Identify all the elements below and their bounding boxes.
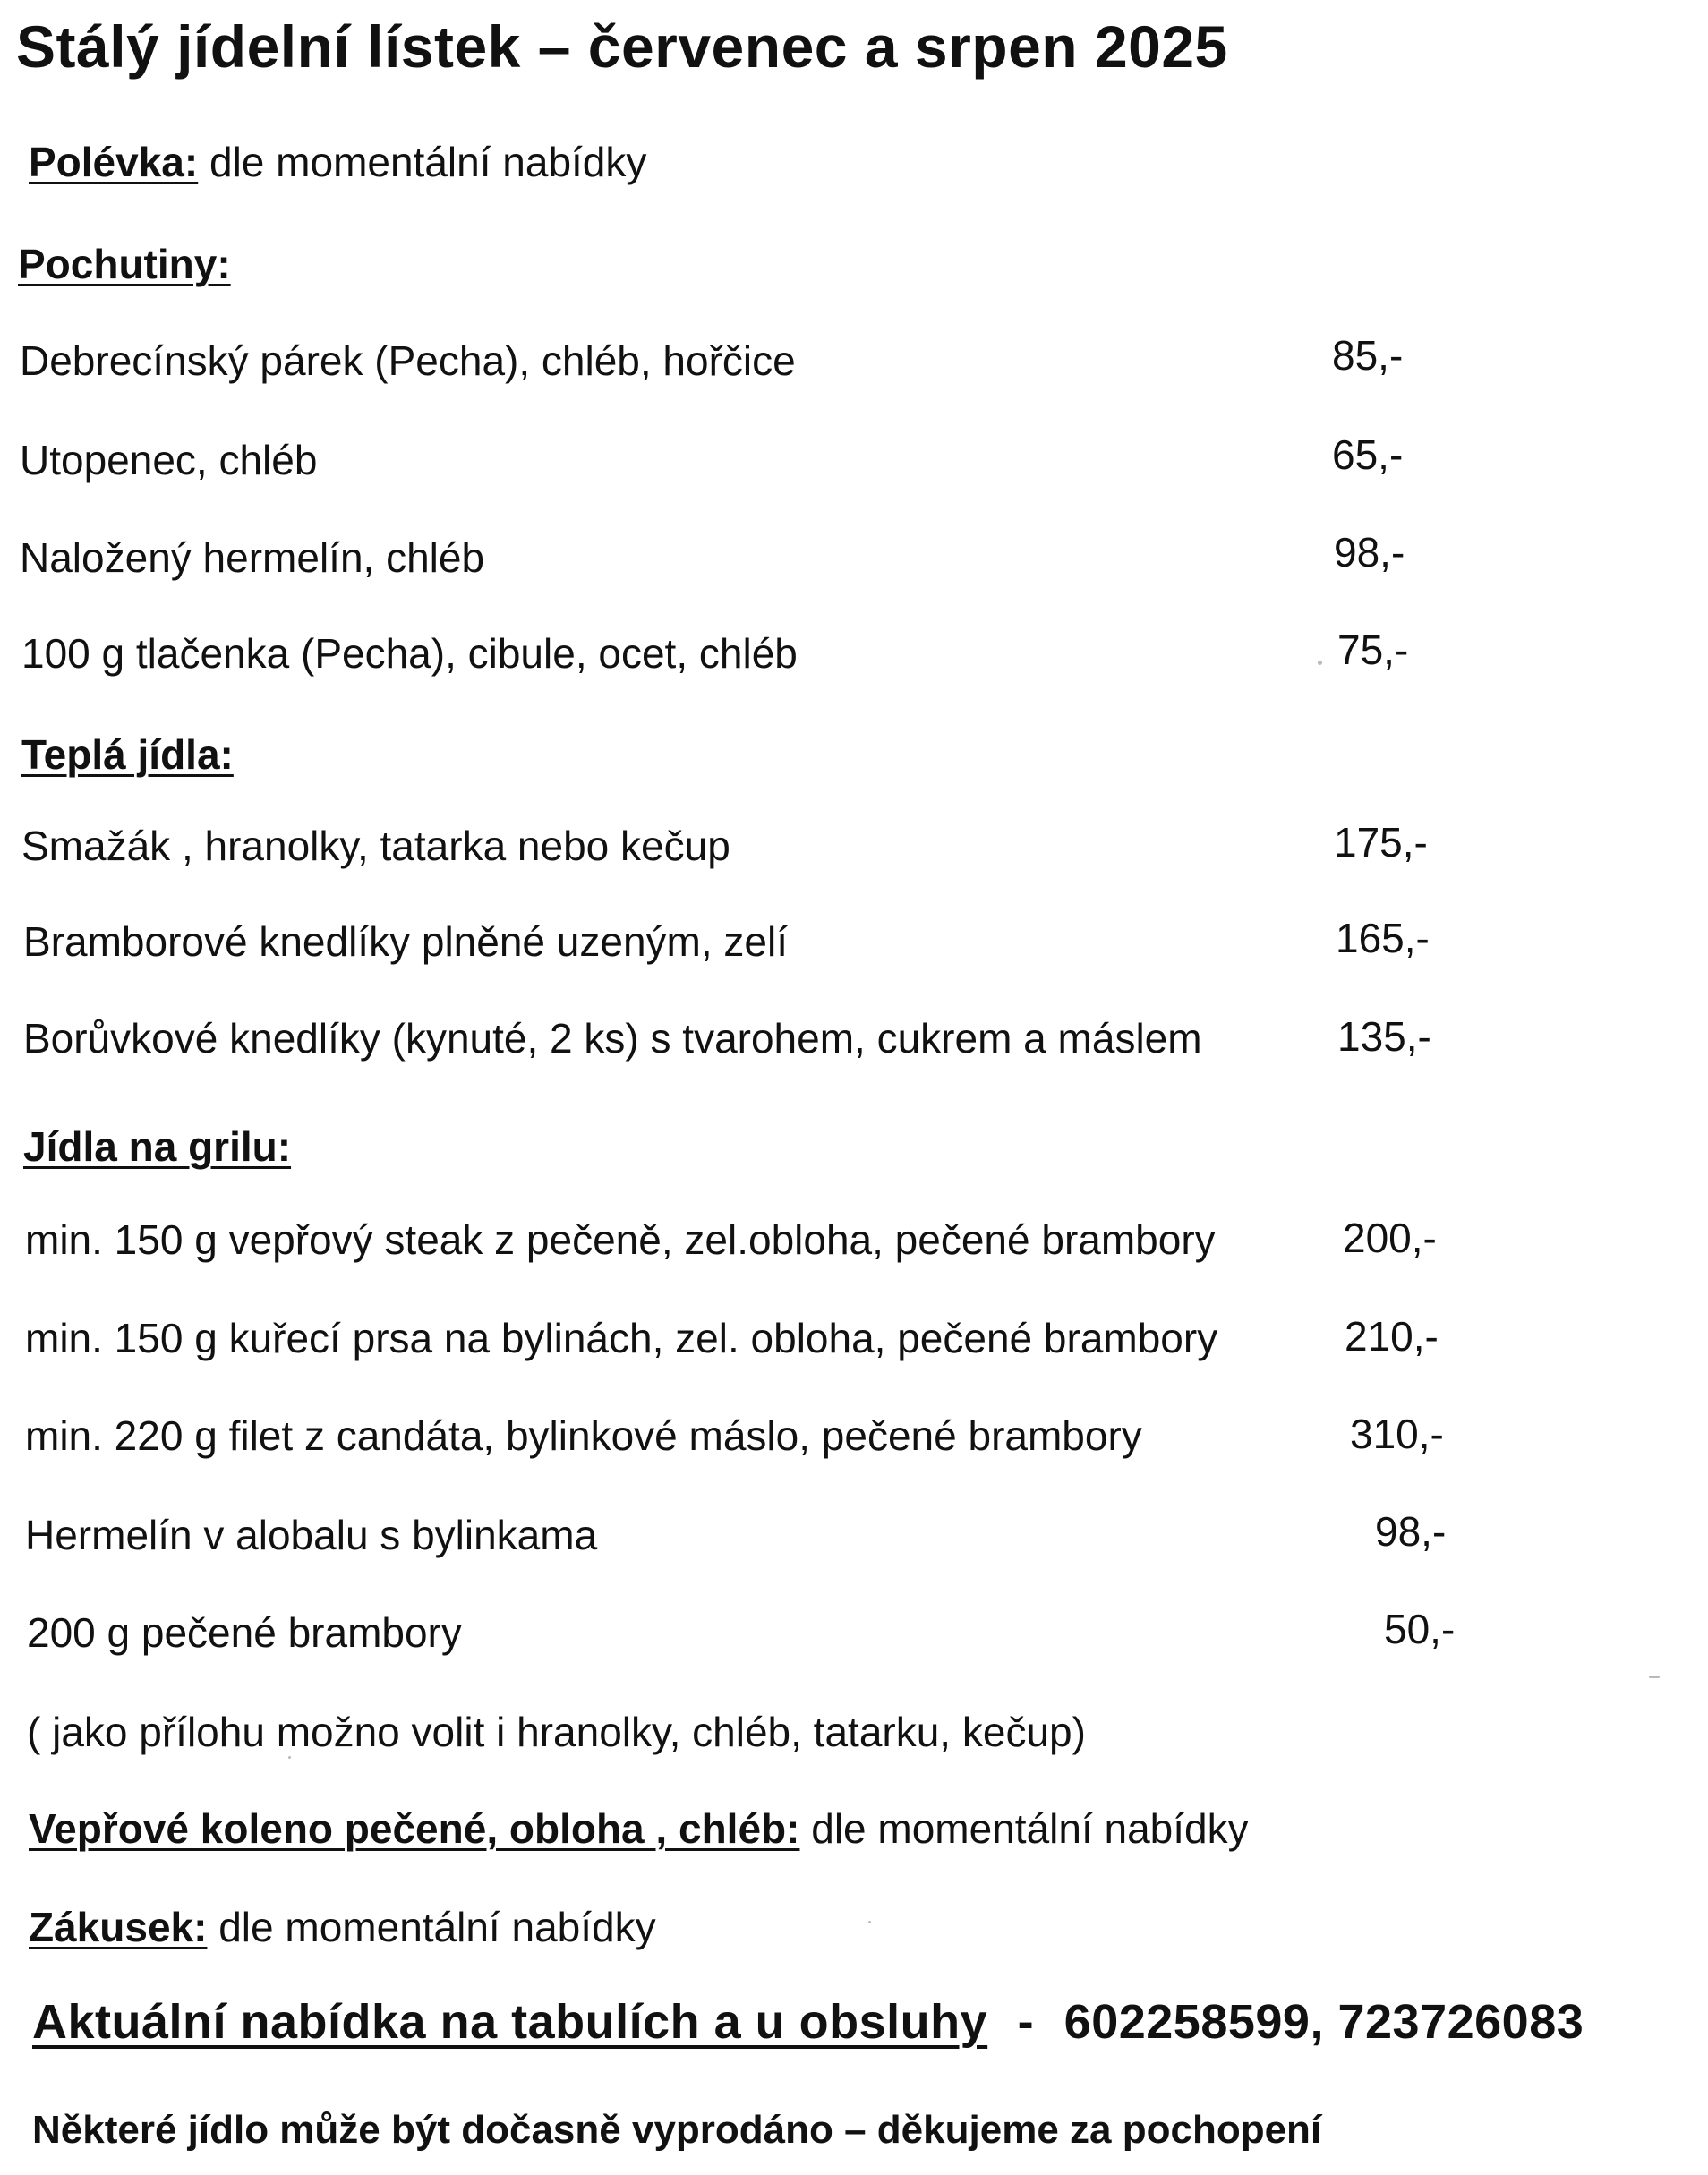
menu-item [0,1608,1522,1662]
menu-item [0,332,1522,390]
menu-item [0,917,1522,971]
scan-speck [1649,1676,1660,1678]
footer-phones: 602258599, 723726083 [1063,1995,1584,2049]
menu-item [0,1014,1522,1068]
zakusek-text: dle momentální nabídky [218,1904,656,1950]
item-price: 175,- [1334,819,1428,866]
item-name: 200 g pečené brambory [27,1609,462,1656]
item-price: 75,- [1337,627,1409,673]
scan-speck [288,1756,291,1759]
item-price: 200,- [1343,1215,1437,1261]
item-name: min. 150 g vepřový steak z pečeně, zel.obloha, pečené brambory [25,1216,1216,1263]
item-name: min. 220 g filet z candáta, bylinkové máslo, pečené brambory [25,1412,1142,1459]
menu-item [0,529,1522,587]
section-heading-gril: Jídla na grilu: [23,1123,292,1170]
footer-offer-line [32,1994,1584,2050]
section-heading-pochutiny: Pochutiny: [18,241,231,287]
item-name: Bramborové knedlíky plněné uzeným, zelí [23,918,788,965]
soup-line [0,138,1522,192]
item-name: Smažák , hranolky, tatarka nebo kečup [21,823,730,869]
side-dish-note: ( jako přílohu možno volit i hranolky, chléb, tatarku, kečup) [27,1709,1086,1755]
item-price: 135,- [1337,1013,1431,1060]
item-price: 65,- [1332,431,1404,478]
menu-item [0,1215,1522,1269]
zakusek-line [0,1903,1522,1957]
item-price: 98,- [1375,1508,1447,1555]
section-heading-tepla: Teplá jídla: [21,731,234,778]
item-price: 210,- [1345,1313,1439,1360]
koleno-label: Vepřové koleno pečené, obloha , chléb: [29,1805,800,1852]
footer-offer: Aktuální nabídka na tabulích a u obsluhy [32,1995,988,2049]
item-name: Debrecínský párek (Pecha), chléb, hořčice [20,337,796,384]
item-price: 50,- [1384,1606,1456,1652]
footer-note: Některé jídlo může být dočasně vyprodáno – děkujeme za pochopení [32,2108,1322,2152]
zakusek-label: Zákusek: [29,1904,208,1950]
footer-separator: - [1017,1995,1035,2049]
item-name: Hermelín v alobalu s bylinkama [25,1512,598,1558]
koleno-text: dle momentální nabídky [811,1805,1249,1852]
soup-label: Polévka: [29,139,199,185]
item-name: min. 150 g kuřecí prsa na bylinách, zel. obloha, pečené brambory [25,1315,1218,1361]
item-price: 165,- [1336,915,1430,961]
scan-speck [868,1921,871,1923]
page-title: Stálý jídelní lístek – červenec a srpen 2025 [16,13,1228,80]
item-name: 100 g tlačenka (Pecha), cibule, ocet, chléb [21,630,798,677]
menu-item [0,629,1522,683]
menu-item [0,1314,1522,1368]
item-price: 98,- [1334,529,1405,576]
menu-item [0,1412,1522,1465]
menu-item [0,819,1522,875]
item-price: 310,- [1350,1411,1444,1457]
item-name: Naložený hermelín, chléb [20,534,485,581]
menu-item [0,1508,1522,1565]
menu-item [0,431,1522,490]
koleno-line [0,1804,1522,1858]
scan-speck [1318,661,1322,665]
soup-text: dle momentální nabídky [209,139,647,185]
item-name: Borůvkové knedlíky (kynuté, 2 ks) s tvarohem, cukrem a máslem [23,1015,1202,1062]
item-name: Utopenec, chléb [20,437,318,483]
item-price: 85,- [1332,332,1404,379]
